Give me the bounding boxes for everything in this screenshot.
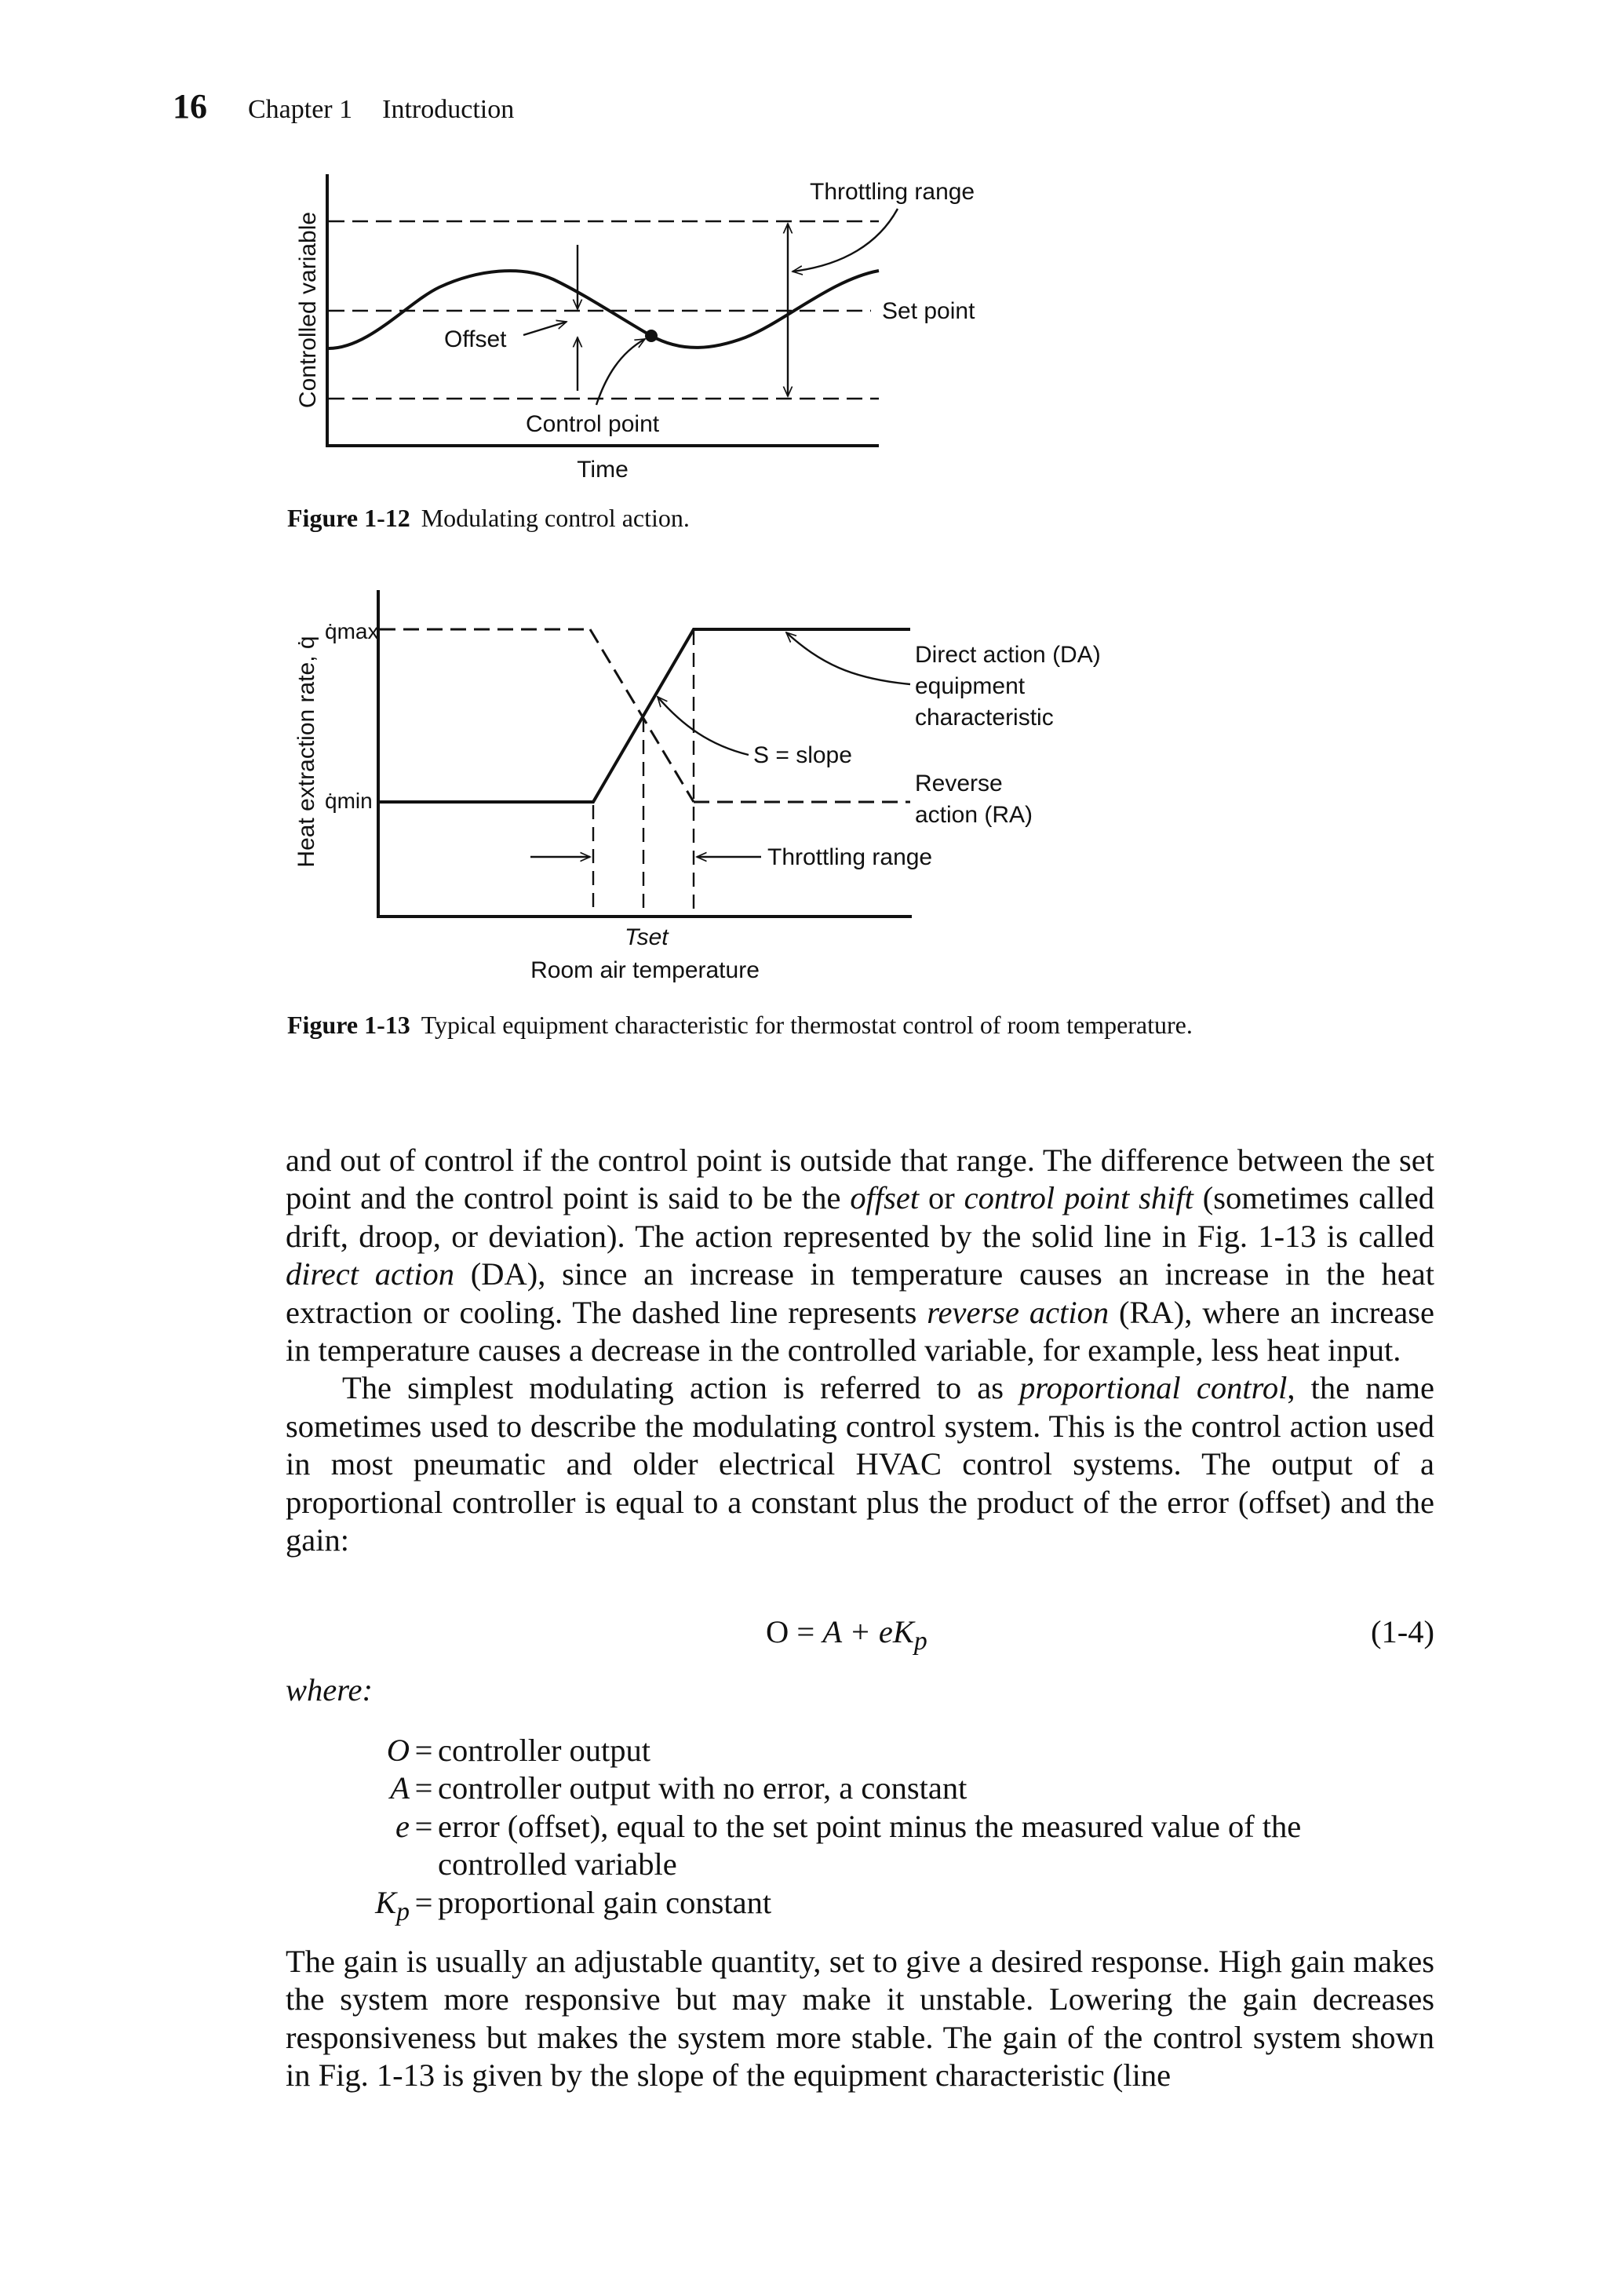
fig13-ra-label-2: action (RA): [915, 802, 1033, 828]
page-number: 16: [173, 87, 207, 126]
fig13-slope-pointer: [658, 697, 749, 755]
fig12-x-axis-label: Time: [577, 457, 629, 483]
equation-body: $O = A + eK_p$: [766, 1614, 927, 1656]
chapter-title: Introduction: [382, 95, 515, 124]
definition-row: O = controller output: [386, 1733, 651, 1768]
figure-1-12-caption: [287, 504, 690, 533]
fig13-da-label-1: Direct action (DA): [915, 642, 1101, 668]
fig13-da-label-2: equipment: [915, 673, 1026, 699]
chapter-label: Chapter 1: [248, 95, 353, 124]
fig13-throttling-range-label: Throttling range: [767, 844, 933, 870]
fig12-response-curve: [329, 271, 879, 348]
fig13-y-axis-label: Heat extraction rate, q̇: [293, 636, 319, 868]
equation-1-4: [286, 1613, 1434, 1660]
figure-1-13-diagram: [275, 581, 1177, 997]
definition-row: A = controller output with no error, a constant: [390, 1770, 967, 1806]
definition-row: $K_p$ = proportional gain constant: [375, 1884, 772, 1926]
paragraph-2: The simplest modulating action is referred to as proportional control, the name sometimes used to describe the modulating control system. This is the control action used in most pneumatic and older electrical HVAC control systems. The output of a proportional controller is equal to a constant plus the product of the error (offset) and the gain:: [286, 1370, 1434, 1558]
fig12-offset-pointer: [523, 322, 567, 335]
equation-number: (1-4): [1371, 1614, 1434, 1649]
paragraph-1: and out of control if the control point is outside that range. The difference between the set point and the control point is said to be the offset or control point shift (sometimes called drift, droop, or deviation). The action represented by the solid line in Fig. 1-13 is called direct action (DA), since an increase in temperature causes an increase in the heat extraction or cooling. The dashed line represents reverse action (RA), where an increase in temperature causes a decrease in the controlled variable, for example, less heat input.: [286, 1143, 1435, 1368]
figure-1-12-diagram: [275, 165, 1020, 494]
fig12-set-point-label: Set point: [882, 298, 975, 324]
fig12-control-point-pointer: [596, 339, 645, 405]
page-header: [173, 86, 514, 133]
fig13-tset-label: Tset: [625, 924, 669, 950]
fig12-throttling-range-label: Throttling range: [810, 179, 975, 205]
fig13-slope-label: S = slope: [753, 742, 852, 768]
fig13-da-pointer: [786, 632, 910, 684]
fig13-x-axis-label: Room air temperature: [530, 957, 760, 983]
paragraph-3: The gain is usually an adjustable quantity, set to give a desired response. High gain makes the system more responsive but may make it unstable. Lowering the gain decreases responsiveness but makes the system more stable. The gain of the control system shown in Fig. 1-13 is given by the slope of the equipment characteristic (line: [286, 1944, 1434, 2094]
fig12-offset-label: Offset: [444, 326, 507, 352]
fig12-throttling-range-pointer: [793, 209, 898, 272]
body-text-top: [286, 1142, 1434, 1559]
fig12-control-point-dot: [645, 330, 658, 342]
body-text-bottom: [286, 1943, 1434, 2095]
figure-1-13-caption: [287, 1011, 1193, 1040]
definition-continuation: controlled variable: [438, 1846, 677, 1882]
figure-1-12-caption-text: Modulating control action.: [421, 504, 690, 532]
definition-row: e = error (offset), equal to the set point minus the measured value of the: [395, 1808, 1302, 1844]
fig13-ra-label-1: Reverse: [915, 771, 1003, 796]
fig12-control-point-label: Control point: [526, 411, 660, 437]
fig13-da-label-3: characteristic: [915, 705, 1054, 731]
figure-1-12-number: Figure 1-12: [287, 504, 410, 532]
where-label: where:: [286, 1672, 373, 1707]
fig13-qmin-label: q̇min: [325, 789, 373, 813]
definitions-list: [286, 1732, 1434, 1931]
figure-1-13-number: Figure 1-13: [287, 1011, 410, 1039]
fig13-qmax-label: q̇max: [325, 619, 379, 643]
fig13-direct-action-line: [380, 629, 910, 802]
fig12-y-axis-label: Controlled variable: [295, 211, 321, 409]
figure-1-13-caption-text: Typical equipment characteristic for thermostat control of room temperature.: [421, 1011, 1193, 1039]
